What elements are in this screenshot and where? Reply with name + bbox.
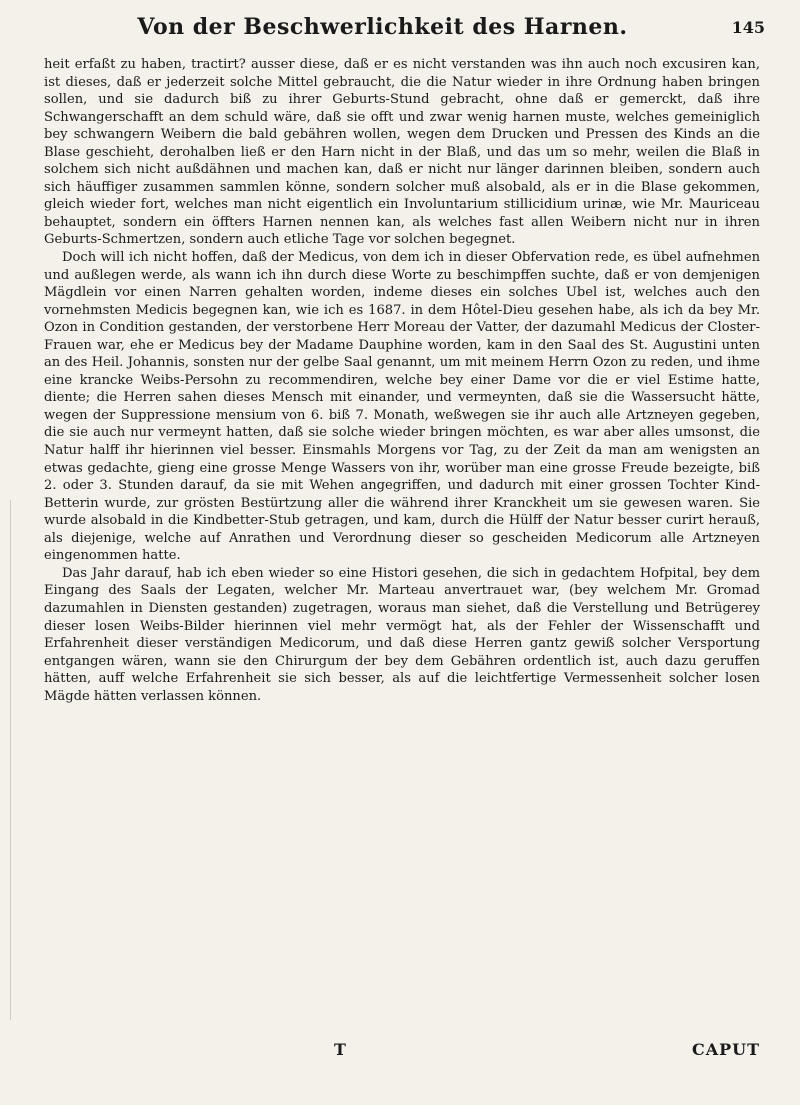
catchword: CAPUT xyxy=(691,1040,760,1059)
signature-mark: T xyxy=(334,1040,346,1059)
running-head: Von der Beschwerlichkeit des Harnen. xyxy=(137,14,628,40)
page-number: 145 xyxy=(731,18,765,37)
page-footer xyxy=(44,1040,760,1064)
paragraph-following-year: Das Jahr darauf, hab ich eben wieder so eine Histori gesehen, die sich in gedachtem Hofpital, bey dem Eingang des Saals der Legaten, welcher Mr. Marteau anvertrauet war, (bey welchem Mr. Gromad dazumahlen in Diensten gestanden) zugetragen, woraus man siehet, daß die Verstellung und Betrügerey dieser losen Weibs-Bilder hierinnen viel mehr vermögt hat, als der Fehler der Wissenschafft und Erfahrenheit dieser verständigen Medicorum, und daß diese Herren gantz gewiß solcher Versportung entgangen wären, wann sie den Chirurgum der bey dem Gebähren ordentlich ist, auch dazu geruffen hätten, auff welche Erfahrenheit sie sich besser, als auf die leichtfertige Vermessenheit solcher losen Mägde hätten verlassen können. xyxy=(44,565,760,704)
page-edge-shadow xyxy=(10,500,11,1020)
paragraph-medicus-observation: Doch will ich nicht hoffen, daß der Medicus, von dem ich in dieser Obfervation rede, es übel aufnehmen und außlegen werde, als wann ich ihn durch diese Worte zu beschimpffen suchte, daß er von demjenigen Mägdlein vor einen Narren gehalten worden, indeme dieses ein solches Ubel ist, welches auch den vornehmsten Medicis begegnen kan, wie ich es 1687. in dem Hôtel-Dieu gesehen habe, als ich da bey Mr. Ozon in Condition gestanden, der verstorbene Herr Moreau der Vatter, der dazumahl Medicus der Closter-Frauen war, ehe er Medicus bey der Madame Dauphine worden, kam in den Saal des St. Augustini unten an des Heil. Johannis, sonsten nur der gelbe Saal genannt, um mit meinem Herrn Ozon zu reden, und ihme eine krancke Weibs-Persohn zu recommendiren, welche bey einer Dame vor die er viel Estime hatte, diente; die Herren sahen dieses Mensch mit einander, und vermeynten, daß sie die Wassersucht hätte, wegen der Suppressione mensium von 6. biß 7. Monath, weßwegen sie ihr auch alle Artzneyen gegeben, die sie auch nur vermeynt hatten, daß sie solche wieder bringen möchten, es war aber alles umsonst, die Natur halff ihr hierinnen viel besser. Einsmahls Morgens vor Tag, zu der Zeit da man am wenigsten an etwas gedachte, gieng eine grosse Menge Wassers von ihr, worüber man eine grosse Freude bezeigte, biß 2. oder 3. Stunden darauf, da sie mit Wehen angegriffen, und dadurch mit einer grossen Tochter Kind-Betterin wurde, zur grösten Bestürtzung aller die während ihrer Kranckheit um sie gewesen waren. Sie wurde alsobald in die Kindbetter-Stub getragen, und kam, durch die Hülff der Natur besser curirt herauß, als diejenige, welche auf Anrathen und Verordnung dieser so gescheiden Medicorum alle Artzneyen eingenommen hatte. xyxy=(44,250,760,564)
body-text xyxy=(44,56,760,705)
page-header xyxy=(60,14,765,44)
paragraph-continuation: heit erfaßt zu haben, tractirt? ausser diese, daß er es nicht verstanden was ihn auch noch excusiren kan, ist dieses, daß er jederzeit solche Mittel gebraucht, die die Natur wieder in ihre Ordnung haben bringen sollen, und sie dadurch biß zu ihrer Geburts-Stund gebracht, ohne daß er gemerckt, daß ihre Schwangerschafft an dem schuld wäre, daß sie offt und zwar wenig harnen muste, welches gemeiniglich bey schwangern Weibern die bald gebähren wollen, wegen dem Drucken und Pressen des Kinds an die Blase geschieht, derohalben ließ er den Harn nicht in der Blaß, und das um so mehr, weilen die Blaß in solchem sich nicht außdähnen und machen kan, daß er nicht nur länger darinnen bleiben, sondern auch sich häuffiger zusammen sammlen könne, sondern solcher muß alsobald, als er in die Blase gekommen, gleich wieder fort, welches man nicht eigentlich ein Involuntarium stillicidium urinæ, wie Mr. Mauriceau behauptet, sondern ein öffters Harnen nennen kan, als welches fast allen Weibern nicht nur in ihren Geburts-Schmertzen, sondern auch etliche Tage vor solchen begegnet. xyxy=(44,57,760,248)
